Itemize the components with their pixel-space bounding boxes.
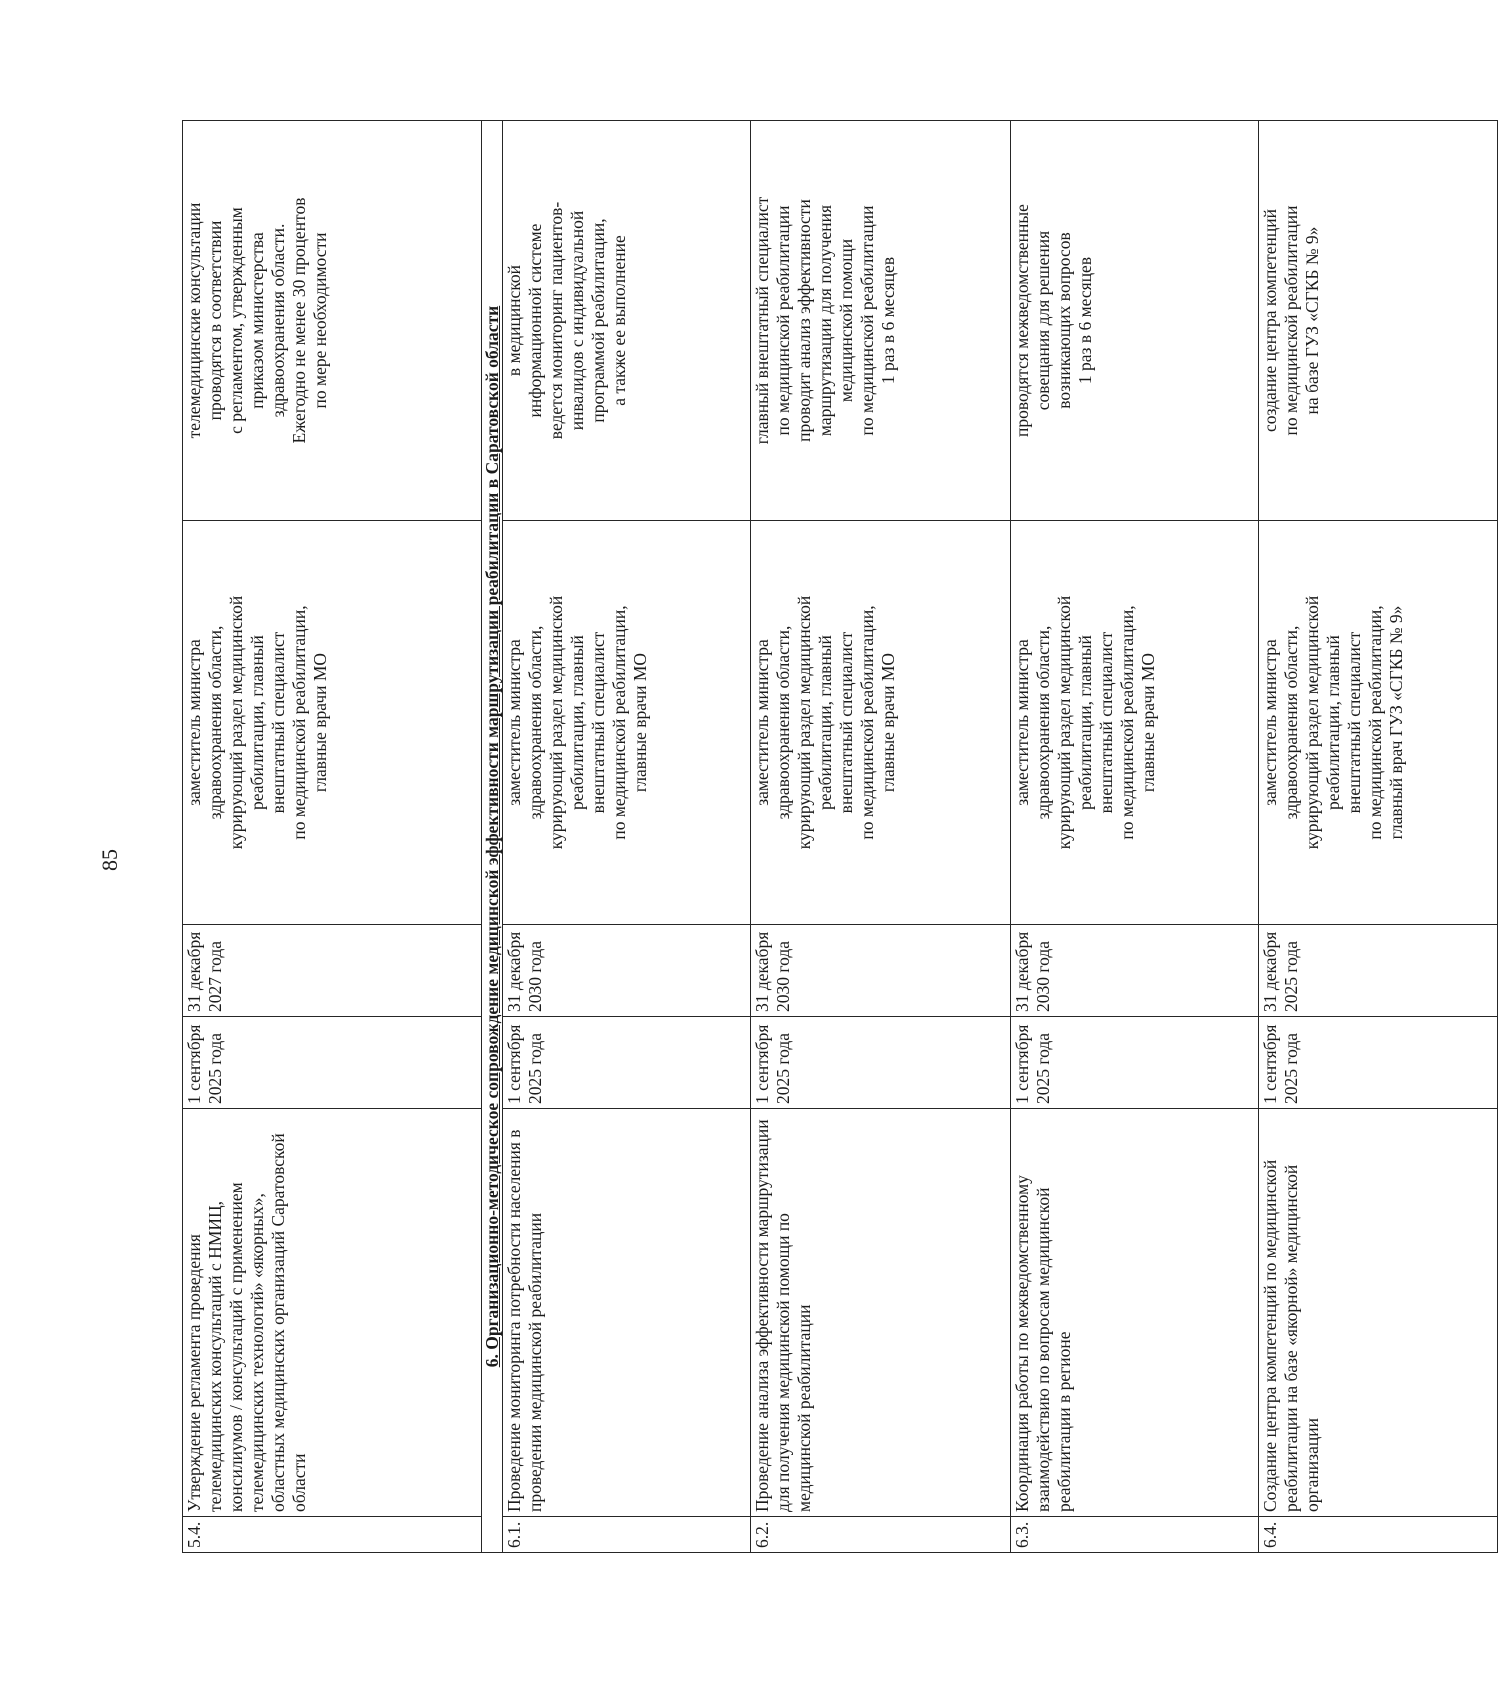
start-date: 1 сентября 2025 года: [183, 1017, 482, 1109]
end-date: 31 декабря 2025 года: [1259, 925, 1498, 1017]
task-description: Проведение мониторинга потребности населения в проведении медицинской реабилитации: [503, 1109, 751, 1517]
item-number: 6.2.: [751, 1517, 1011, 1553]
expected-result: проводятся межведомственные совещания для решения возникающих вопросов 1 раз в 6 месяцев: [1011, 121, 1259, 521]
section-heading-row: [482, 121, 503, 1553]
item-number: 6.3.: [1011, 1517, 1259, 1553]
end-date: 31 декабря 2030 года: [751, 925, 1011, 1017]
expected-result: в медицинской информационной системе ведется мониторинг пациентов- инвалидов с индивидуальной программой реабилитации, а также ее выполнение: [503, 121, 751, 521]
responsible-persons: заместитель министра здравоохранения области, курирующий раздел медицинской реабилитации, главный внештатный специалист по медицинской реабилитации, главные врачи МО: [751, 521, 1011, 925]
section-heading: 6. Организационно-методическое сопровождение медицинской эффективности маршрутизации реабилитации в Саратовской области: [482, 121, 503, 1553]
table-row: [751, 121, 1011, 1553]
rehabilitation-plan-table: [182, 120, 1498, 1553]
end-date: 31 декабря 2027 года: [183, 925, 482, 1017]
start-date: 1 сентября 2025 года: [1259, 1017, 1498, 1109]
task-description: Создание центра компетенций по медицинской реабилитации на базе «якорной» медицинской организации: [1259, 1109, 1498, 1517]
task-description: Проведение анализа эффективности маршрутизации для получения медицинской помощи по медицинской реабилитации: [751, 1109, 1011, 1517]
start-date: 1 сентября 2025 года: [503, 1017, 751, 1109]
item-number: 5.4.: [183, 1517, 482, 1553]
end-date: 31 декабря 2030 года: [1011, 925, 1259, 1017]
table-body: [183, 121, 1498, 1553]
task-description: Координация работы по межведомственному взаимодействию по вопросам медицинской реабилитации в регионе: [1011, 1109, 1259, 1517]
rotated-page-content: [182, 121, 1492, 1553]
table-row: [183, 121, 482, 1553]
table-row: [1259, 121, 1498, 1553]
task-description: Утверждение регламента проведения телемедицинских консультаций с НМИЦ, консилиумов / консультаций с применением телемедицинских технологий» «якорных», областных медицинских организаций Саратовской области: [183, 1109, 482, 1517]
start-date: 1 сентября 2025 года: [751, 1017, 1011, 1109]
responsible-persons: заместитель министра здравоохранения области, курирующий раздел медицинской реабилитации, главный внештатный специалист по медицинской реабилитации, главные врачи МО: [503, 521, 751, 925]
table-row: [503, 121, 751, 1553]
expected-result: создание центра компетенций по медицинской реабилитации на базе ГУЗ «СГКБ № 9»: [1259, 121, 1498, 521]
start-date: 1 сентября 2025 года: [1011, 1017, 1259, 1109]
end-date: 31 декабря 2030 года: [503, 925, 751, 1017]
table-row: [1011, 121, 1259, 1553]
responsible-persons: заместитель министра здравоохранения области, курирующий раздел медицинской реабилитации, главный внештатный специалист по медицинской реабилитации, главный врач ГУЗ «СГКБ № 9»: [1259, 521, 1498, 925]
expected-result: телемедицинские консультации проводятся в соответствии с регламентом, утвержденным приказом министерства здравоохранения области. Ежегодно не менее 30 процентов по мере необходимости: [183, 121, 482, 521]
responsible-persons: заместитель министра здравоохранения области, курирующий раздел медицинской реабилитации, главный внештатный специалист по медицинской реабилитации, главные врачи МО: [1011, 521, 1259, 925]
item-number: 6.4.: [1259, 1517, 1498, 1553]
page-number: 85: [97, 849, 122, 871]
item-number: 6.1.: [503, 1517, 751, 1553]
responsible-persons: заместитель министра здравоохранения области, курирующий раздел медицинской реабилитации, главный внештатный специалист по медицинской реабилитации, главные врачи МО: [183, 521, 482, 925]
expected-result: главный внештатный специалист по медицинской реабилитации проводит анализ эффективности маршрутизации для получения медицинской помощи по медицинской реабилитации 1 раз в 6 месяцев: [751, 121, 1011, 521]
